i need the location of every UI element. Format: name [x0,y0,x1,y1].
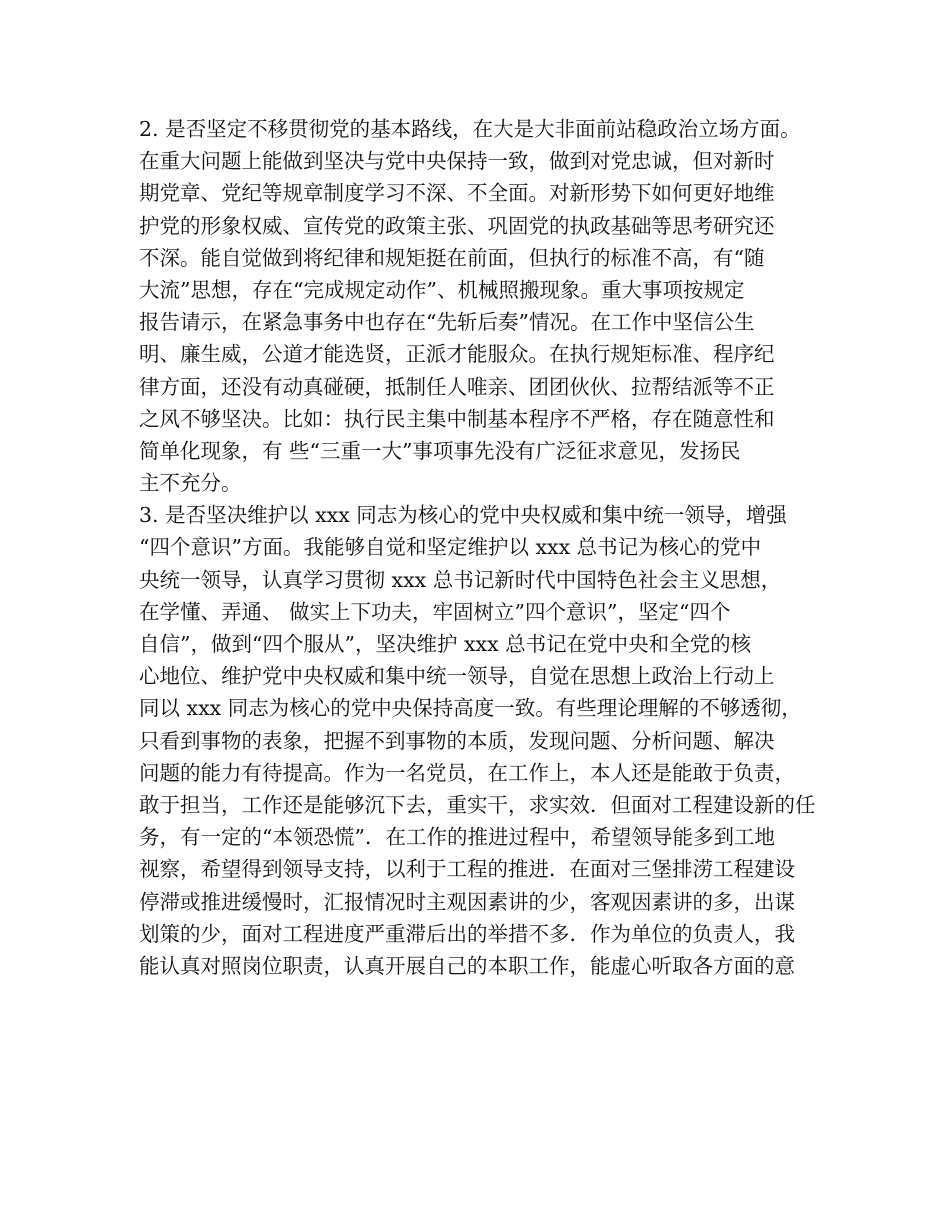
text-line: 问题的能力有待提高。作为一名党员，在工作上，本人还是能敢于负责， [139,760,795,785]
text-line: 之风不够坚决。比如：执行民主集中制基本程序不严格，存在随意性和 [139,406,775,431]
text-line: 敢于担当，工作还是能够沉下去，重实干，求实效．但面对工程建设新的任 [139,792,816,817]
text-line: 能认真对照岗位职责，认真开展自己的本职工作，能虚心听取各方面的意 [139,953,795,978]
text-line: 在重大问题上能做到坚决与党中央保持一致，做到对党忠诚，但对新时 [139,149,775,174]
text-line: 律方面，还没有动真碰硬，抵制任人唯亲、团团伙伙、拉帮结派等不正 [139,374,775,399]
text-line: 2. 是否坚定不移贯彻党的基本路线，在大是大非面前站稳政治立场方面。 [139,117,801,141]
text-line: 主不充分。 [139,471,242,496]
text-line: “四个意识”方面。我能够自觉和坚定维护以 xxx 总书记为核心的党中 [139,535,762,560]
text-line: 务，有一定的“本领恐慌”．在工作的推进过程中，希望领导能多到工地 [139,825,775,850]
text-line: 不深。能自觉做到将纪律和规矩挺在前面，但执行的标准不高，有“随 [139,245,765,270]
text-line: 简单化现象，有 些“三重一大”事项事先没有广泛征求意见，发扬民 [139,438,741,463]
body-text [139,113,839,982]
text-line: 自信”，做到“四个服从”，坚决维护 xxx 总书记在党中央和全党的核 [139,632,752,656]
text-line: 同以 xxx 同志为核心的党中央保持高度一致。有些理论理解的不够透彻， [139,696,802,721]
text-line: 央统一领导，认真学习贯彻 xxx 总书记新时代中国特色社会主义思想， [139,567,782,592]
text-line: 视察，希望得到领导支持，以利于工程的推进．在面对三堡排涝工程建设 [139,857,795,882]
text-line: 大流”思想，存在“完成规定动作”、机械照搬现象。重大事项按规定 [139,277,745,302]
text-line: 3. 是否坚决维护以 xxx 同志为核心的党中央权威和集中统一领导，增强 [139,503,787,528]
text-line: 期党章、党纪等规章制度学习不深、不全面。对新形势下如何更好地维 [139,181,775,206]
text-line: 心地位、维护党中央权威和集中统一领导，自觉在思想上政治上行动上 [139,664,775,689]
text-line: 报告请示，在紧急事务中也存在“先斩后奏”情况。在工作中坚信公生 [139,310,755,335]
text-line: 明、廉生威，公道才能选贤，正派才能服众。在执行规矩标准、程序纪 [139,342,775,367]
text-line: 停滞或推进缓慢时，汇报情况时主观因素讲的少，客观因素讲的多，出谋 [139,889,795,914]
text-line: 护党的形象权威、宣传党的政策主张、巩固党的执政基础等思考研究还 [139,213,775,238]
text-line: 只看到事物的表象，把握不到事物的本质，发现问题、分析问题、解决 [139,728,775,753]
text-line: 划策的少，面对工程进度严重滞后出的举措不多．作为单位的负责人，我 [139,921,795,946]
text-line: 在学懂、弄通、 做实上下功夫，牢固树立”四个意识”，坚定“四个 [139,599,731,624]
